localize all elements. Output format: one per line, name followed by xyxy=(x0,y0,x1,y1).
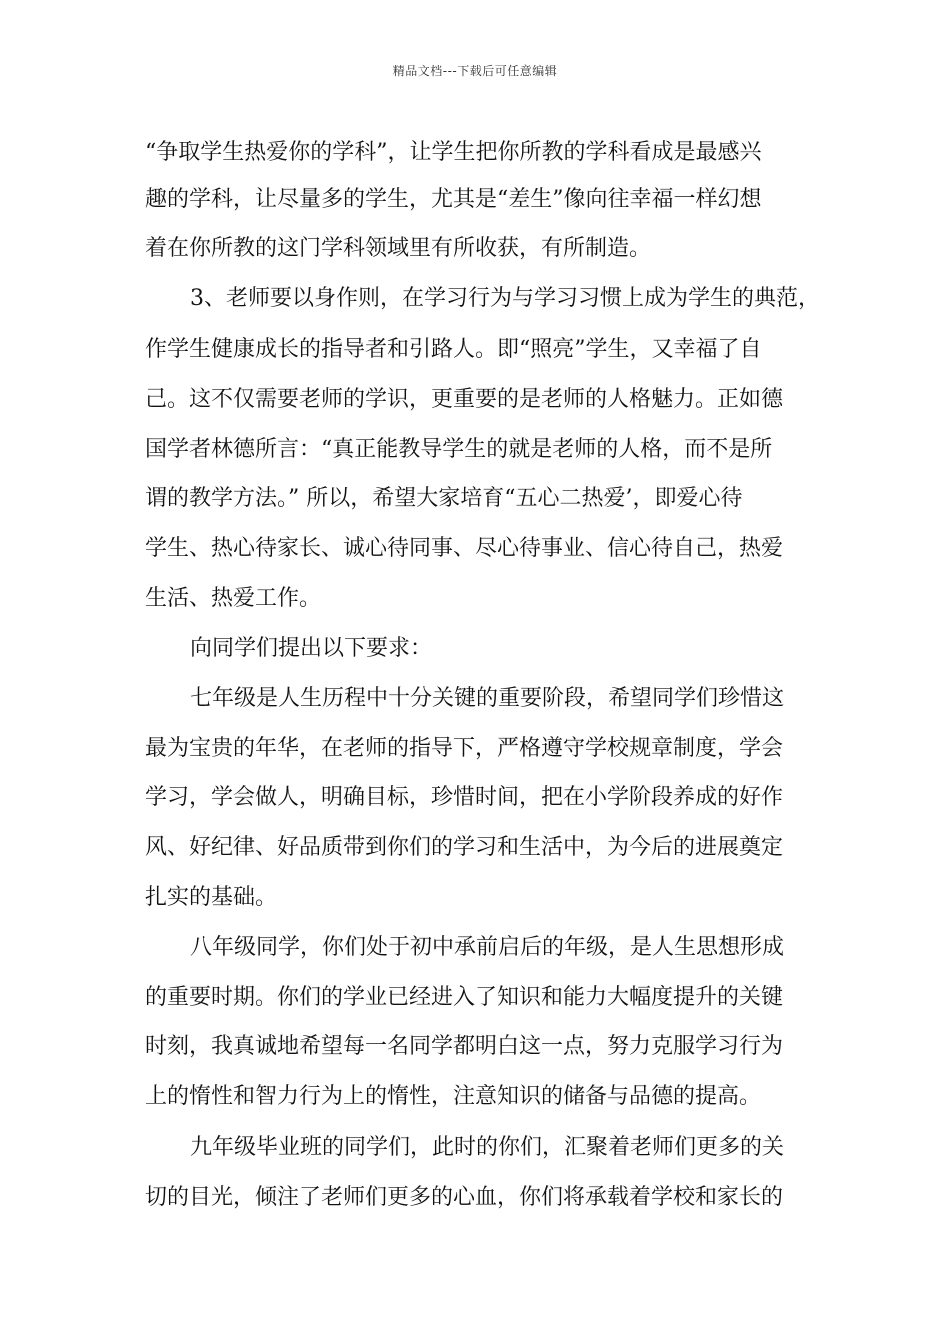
body-line: 的重要时期。你们的学业已经进入了知识和能力大幅度提升的关键 xyxy=(145,985,784,1010)
body-line: 扎实的基础。 xyxy=(145,885,278,910)
paragraph-first-line: 3、老师要以身作则，在学习行为与学习习惯上成为学生的典范， xyxy=(190,286,820,311)
body-line: 作学生健康成长的指导者和引路人。即“照亮”学生，又幸福了自 xyxy=(145,337,762,362)
paragraph-first-line: 七年级是人生历程中十分关键的重要阶段，希望同学们珍惜这 xyxy=(190,686,785,711)
body-line: 学生、热心待家长、诚心待同事、尽心待事业、信心待自己，热爱 xyxy=(145,536,784,561)
body-line: 上的惰性和智力行为上的惰性，注意知识的储备与品德的提高。 xyxy=(145,1084,762,1109)
body-line: 学习，学会做人，明确目标，珍惜时间，把在小学阶段养成的好作 xyxy=(145,785,784,810)
page-header: 精品文档---下载后可任意编辑 xyxy=(392,64,558,78)
body-line: 趣的学科，让尽量多的学生，尤其是“差生”像向往幸福一样幻想 xyxy=(145,187,762,212)
body-line: 着在你所教的这门学科领域里有所收获，有所制造。 xyxy=(145,236,652,261)
body-line: “争取学生热爱你的学科”，让学生把你所教的学科看成是最感兴 xyxy=(145,140,762,165)
paragraph-first-line: 九年级毕业班的同学们，此时的你们，汇聚着老师们更多的关 xyxy=(190,1135,785,1160)
body-line: 谓的教学方法。” 所以，希望大家培育“五心二热爱’，即爱心待 xyxy=(145,486,743,511)
body-line: 切的目光，倾注了老师们更多的心血，你们将承载着学校和家长的 xyxy=(145,1185,784,1210)
body-line: 国学者林德所言：“真正能教导学生的就是老师的人格，而不是所 xyxy=(145,437,773,462)
body-line: 生活、热爱工作。 xyxy=(145,586,322,611)
paragraph-first-line: 八年级同学，你们处于初中承前启后的年级，是人生思想形成 xyxy=(190,935,785,960)
paragraph-first-line: 向同学们提出以下要求： xyxy=(190,636,433,661)
body-line: 风、好纪律、好品质带到你们的学习和生活中，为今后的进展奠定 xyxy=(145,835,784,860)
body-line: 最为宝贵的年华，在老师的指导下，严格遵守学校规章制度，学会 xyxy=(145,736,784,761)
body-line: 己。这不仅需要老师的学识，更重要的是老师的人格魅力。正如德 xyxy=(145,387,784,412)
body-line: 时刻，我真诚地希望每一名同学都明白这一点，努力克服学习行为 xyxy=(145,1034,784,1059)
